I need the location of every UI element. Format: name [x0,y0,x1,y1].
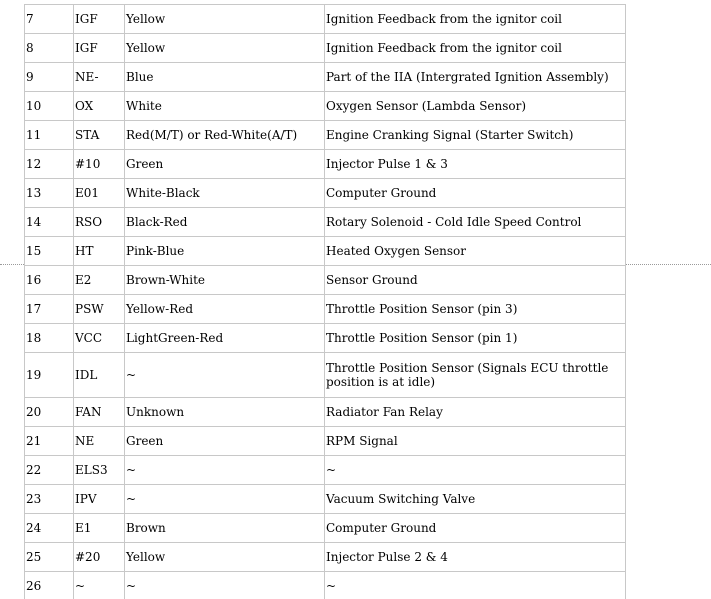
wire-color-cell: Yellow [125,543,325,572]
description-cell: Injector Pulse 1 & 3 [325,150,626,179]
description-cell: Computer Ground [325,179,626,208]
table-row [25,63,626,92]
table-row [25,92,626,121]
signal-name-cell: #20 [74,543,125,572]
pin-number-cell: 21 [25,427,74,456]
signal-name-cell: NE [74,427,125,456]
pin-number-cell: 22 [25,456,74,485]
signal-name-cell: #10 [74,150,125,179]
wire-color-cell: Brown [125,514,325,543]
signal-name-cell: IPV [74,485,125,514]
wire-color-cell: ~ [125,353,325,398]
table-row [25,324,626,353]
wire-color-cell: Yellow [125,34,325,63]
description-cell: Throttle Position Sensor (pin 3) [325,295,626,324]
wire-color-cell: Red(M/T) or Red-White(A/T) [125,121,325,150]
signal-name-cell: OX [74,92,125,121]
signal-name-cell: NE- [74,63,125,92]
description-cell: Rotary Solenoid - Cold Idle Speed Control [325,208,626,237]
wire-color-cell: ~ [125,485,325,514]
wire-color-cell: Green [125,150,325,179]
wire-color-cell: White [125,92,325,121]
pin-number-cell: 9 [25,63,74,92]
wire-color-cell: Brown-White [125,266,325,295]
dotted-divider-left [0,264,24,265]
pin-number-cell: 13 [25,179,74,208]
wire-color-cell: ~ [125,456,325,485]
table-row [25,208,626,237]
pin-number-cell: 23 [25,485,74,514]
table-row [25,121,626,150]
pin-number-cell: 14 [25,208,74,237]
pin-number-cell: 8 [25,34,74,63]
table-row [25,514,626,543]
wire-color-cell: White-Black [125,179,325,208]
table-row [25,179,626,208]
signal-name-cell: ELS3 [74,456,125,485]
signal-name-cell: E1 [74,514,125,543]
table-row [25,150,626,179]
description-cell: Throttle Position Sensor (Signals ECU throttle position is at idle) [325,353,626,398]
table-row [25,543,626,572]
description-cell: RPM Signal [325,427,626,456]
ecu-pinout-table [24,4,626,599]
table-row [25,353,626,398]
pin-number-cell: 12 [25,150,74,179]
signal-name-cell: STA [74,121,125,150]
signal-name-cell: VCC [74,324,125,353]
description-cell: Radiator Fan Relay [325,398,626,427]
pin-number-cell: 25 [25,543,74,572]
pin-number-cell: 19 [25,353,74,398]
description-cell: Ignition Feedback from the ignitor coil [325,5,626,34]
signal-name-cell: IGF [74,5,125,34]
description-cell: Throttle Position Sensor (pin 1) [325,324,626,353]
wire-color-cell: Yellow [125,5,325,34]
description-cell: Injector Pulse 2 & 4 [325,543,626,572]
pin-number-cell: 26 [25,572,74,599]
pin-number-cell: 24 [25,514,74,543]
table-row [25,427,626,456]
description-cell: Part of the IIA (Intergrated Ignition Assembly) [325,63,626,92]
description-cell: ~ [325,456,626,485]
pin-number-cell: 15 [25,237,74,266]
table-row [25,237,626,266]
description-cell: Sensor Ground [325,266,626,295]
pin-number-cell: 20 [25,398,74,427]
signal-name-cell: IGF [74,34,125,63]
signal-name-cell: E2 [74,266,125,295]
signal-name-cell: HT [74,237,125,266]
wire-color-cell: Pink-Blue [125,237,325,266]
table-row [25,456,626,485]
wire-color-cell: LightGreen-Red [125,324,325,353]
wire-color-cell: Green [125,427,325,456]
signal-name-cell: RSO [74,208,125,237]
dotted-divider-right [626,264,711,265]
signal-name-cell: ~ [74,572,125,599]
signal-name-cell: IDL [74,353,125,398]
table-row [25,398,626,427]
description-cell: ~ [325,572,626,599]
pin-number-cell: 7 [25,5,74,34]
description-cell: Heated Oxygen Sensor [325,237,626,266]
wire-color-cell: Blue [125,63,325,92]
pin-number-cell: 10 [25,92,74,121]
signal-name-cell: FAN [74,398,125,427]
pin-number-cell: 17 [25,295,74,324]
description-cell: Computer Ground [325,514,626,543]
pin-number-cell: 18 [25,324,74,353]
signal-name-cell: PSW [74,295,125,324]
signal-name-cell: E01 [74,179,125,208]
table-row [25,266,626,295]
description-cell: Vacuum Switching Valve [325,485,626,514]
pin-number-cell: 16 [25,266,74,295]
wire-color-cell: Yellow-Red [125,295,325,324]
table-row [25,485,626,514]
description-cell: Ignition Feedback from the ignitor coil [325,34,626,63]
description-cell: Engine Cranking Signal (Starter Switch) [325,121,626,150]
wire-color-cell: Black-Red [125,208,325,237]
table-row [25,5,626,34]
table-row [25,572,626,599]
table-row [25,34,626,63]
description-cell: Oxygen Sensor (Lambda Sensor) [325,92,626,121]
wire-color-cell: Unknown [125,398,325,427]
wire-color-cell: ~ [125,572,325,599]
pin-number-cell: 11 [25,121,74,150]
table-row [25,295,626,324]
